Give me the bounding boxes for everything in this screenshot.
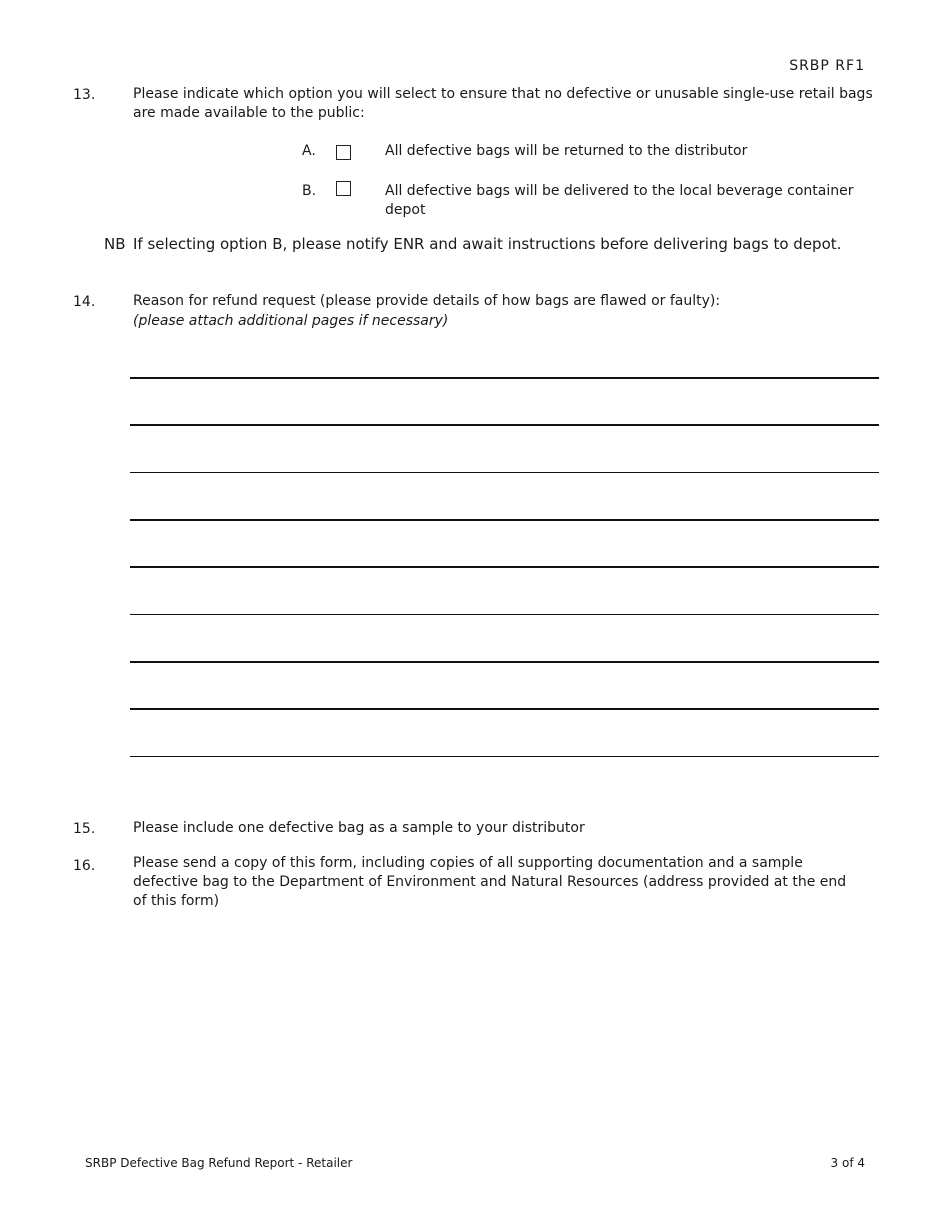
answer-line-1[interactable] bbox=[130, 377, 879, 379]
page-number: 3 of 4 bbox=[830, 1156, 865, 1170]
answer-line-7[interactable] bbox=[130, 661, 879, 663]
answer-line-6[interactable] bbox=[130, 614, 879, 615]
answer-line-5[interactable] bbox=[130, 566, 879, 568]
question-13-text: Please indicate which option you will select to ensure that no defective or unusable single-use retail bags are made available to the public: bbox=[133, 86, 873, 121]
answer-line-2[interactable] bbox=[130, 424, 879, 426]
answer-line-8[interactable] bbox=[130, 708, 879, 710]
option-b-letter: B. bbox=[302, 183, 317, 199]
question-14-number: 14. bbox=[73, 294, 96, 310]
question-16-text: Please send a copy of this form, including copies of all supporting documentation and a sample defective bag to the Department of Environment and Natural Resources (address provided at the end of this form) bbox=[133, 855, 847, 909]
option-a-letter: A. bbox=[302, 143, 316, 159]
option-b-text: All defective bags will be delivered to the local beverage container depot bbox=[385, 183, 854, 218]
form-code: SRBP RF1 bbox=[789, 58, 865, 74]
nb-label: NB bbox=[104, 235, 126, 253]
answer-line-9[interactable] bbox=[130, 756, 879, 757]
question-13-number: 13. bbox=[73, 87, 96, 103]
question-15-text: Please include one defective bag as a sample to your distributor bbox=[133, 820, 585, 836]
answer-line-4[interactable] bbox=[130, 519, 879, 521]
question-14-text: Reason for refund request (please provide details of how bags are flawed or faulty): bbox=[133, 293, 721, 309]
question-15-number: 15. bbox=[73, 821, 96, 837]
option-a-checkbox[interactable] bbox=[336, 145, 351, 160]
question-16-number: 16. bbox=[73, 858, 96, 874]
question-14-note: (please attach additional pages if necessary) bbox=[133, 313, 449, 329]
nb-text: If selecting option B, please notify ENR and await instructions before delivering bags to depot. bbox=[133, 235, 842, 253]
option-b-checkbox[interactable] bbox=[336, 181, 351, 196]
footer-title: SRBP Defective Bag Refund Report - Retailer bbox=[85, 1156, 353, 1170]
option-a-text: All defective bags will be returned to the distributor bbox=[385, 143, 748, 159]
answer-line-3[interactable] bbox=[130, 472, 879, 473]
